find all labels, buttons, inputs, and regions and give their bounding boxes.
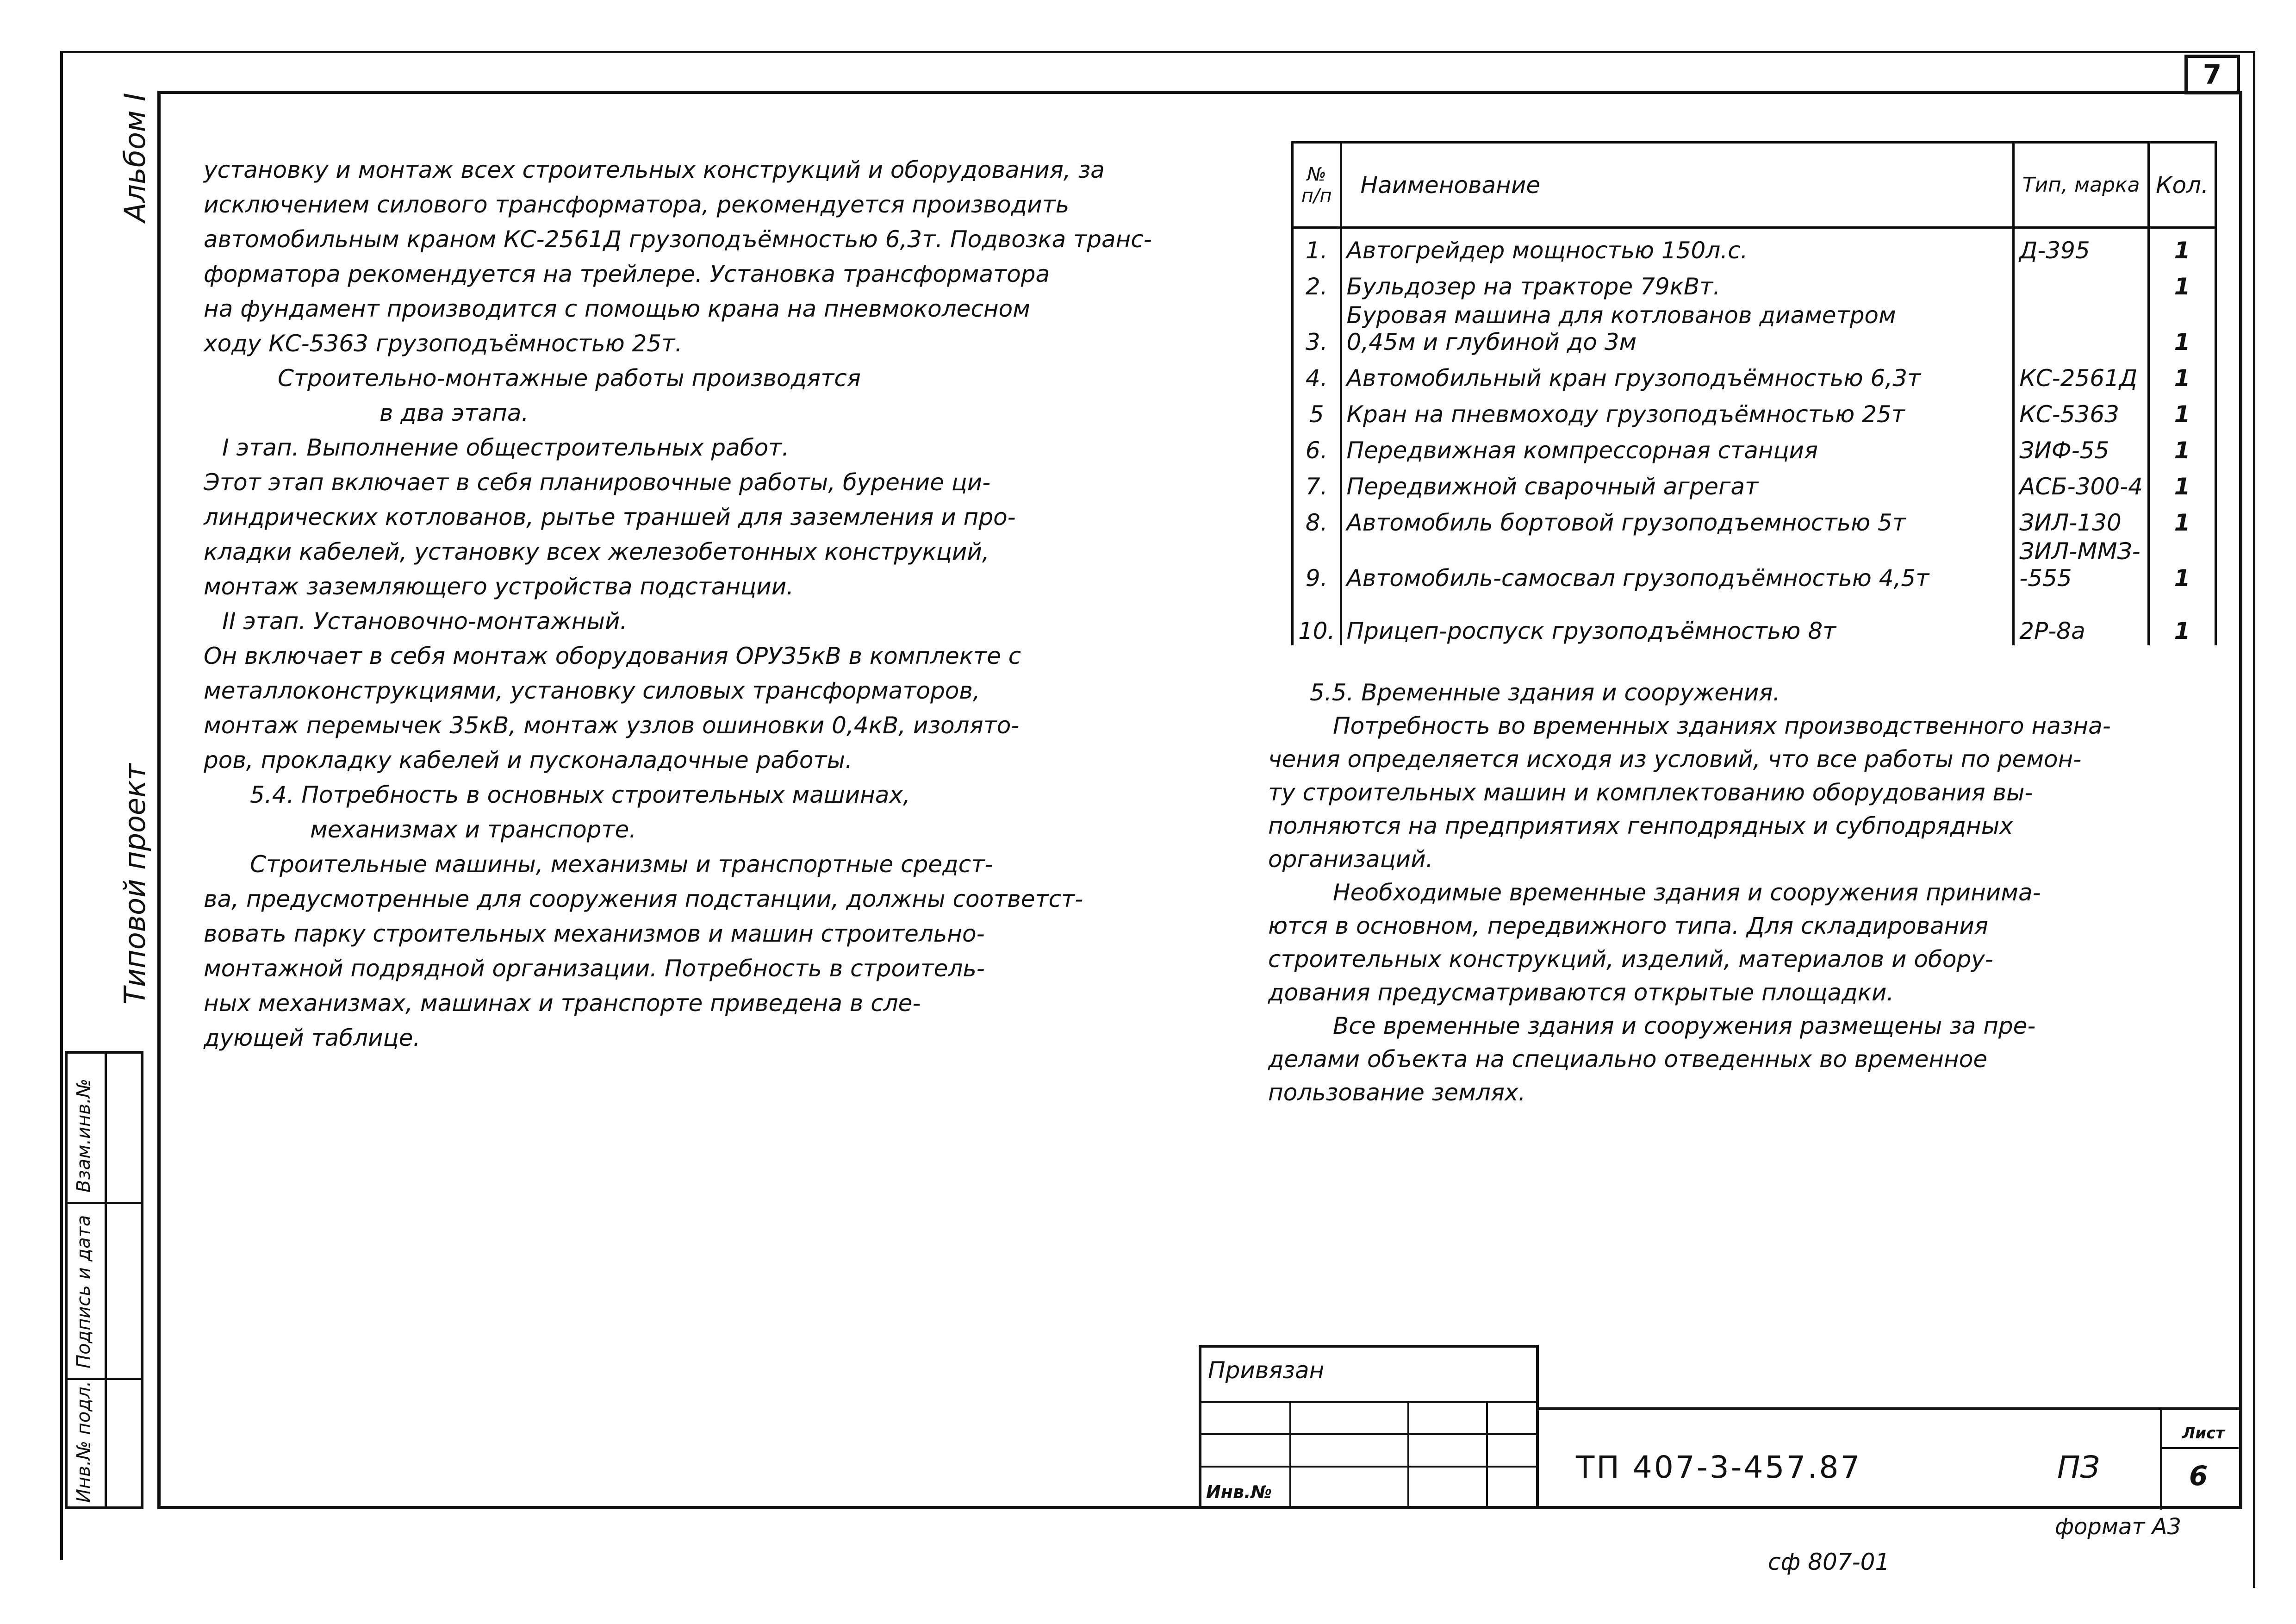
- header-number: № п/п: [1293, 143, 1341, 228]
- text-line: форматора рекомендуется на трейлере. Установка трансформатора: [204, 261, 1050, 287]
- row-name: [1341, 393, 2014, 429]
- text-line: Этот этап включает в себя планировочные работы, бурение ци-: [204, 469, 991, 496]
- text-line: ных механизмах, машинах и транспорте приведена в сле-: [204, 990, 921, 1017]
- row-qty: 1: [2149, 228, 2216, 265]
- attached-label: Привязан: [1208, 1357, 1325, 1384]
- table-row: [1293, 537, 2216, 593]
- table-row: [1293, 465, 2216, 501]
- text-line: дующей таблице.: [204, 1024, 421, 1051]
- row-type-line: ЗИЛ-ММЗ-: [2019, 538, 2140, 565]
- row-number: 10.: [1293, 593, 1341, 645]
- text-line: пользование землях.: [1268, 1079, 1526, 1106]
- row-type: [2014, 301, 2149, 356]
- approval-stamp: [65, 1051, 143, 1509]
- attached-box: [1199, 1345, 1539, 1509]
- row-type: [2014, 465, 2149, 501]
- row-number: 1.: [1293, 228, 1341, 265]
- text-line: исключением силового трансформатора, рекомендуется производить: [204, 191, 1070, 218]
- text-line: чения определяется исходя из условий, что все работы по ремон-: [1268, 746, 2082, 773]
- text-line: делами объекта на специально отведенных во временное: [1268, 1046, 1988, 1073]
- table-row: [1293, 393, 2216, 429]
- row-name-line: Автомобиль-самосвал грузоподъёмностью 4,5т: [1346, 565, 1929, 592]
- row-number: 2.: [1293, 265, 1341, 301]
- row-name-line: Прицеп-роспуск грузоподъёмностью 8т: [1346, 618, 1836, 644]
- text-line: Он включает в себя монтаж оборудования ОРУ35кВ в комплекте с: [204, 643, 1021, 669]
- text-line: Все временные здания и сооружения размещены за пре-: [1333, 1012, 2036, 1039]
- row-type-line: ЗИФ-55: [2019, 437, 2109, 464]
- row-number: 3.: [1293, 301, 1341, 356]
- row-qty: 1: [2149, 356, 2216, 393]
- row-name-line: Передвижная компрессорная станция: [1346, 437, 1818, 464]
- row-number: 6.: [1293, 429, 1341, 465]
- text-line: монтаж заземляющего устройства подстанции.: [204, 573, 794, 600]
- left-text-column: [204, 153, 1254, 1056]
- row-number: 8.: [1293, 501, 1341, 537]
- row-type: [2014, 265, 2149, 301]
- row-name-line: Бульдозер на тракторе 79кВт.: [1346, 273, 1721, 300]
- row-type-line: КС-2561Д: [2019, 365, 2138, 392]
- text-line: вовать парку строительных механизмов и машин строительно-: [204, 920, 985, 947]
- form-code: сф 807-01: [1768, 1549, 1890, 1575]
- section-heading: 5.5. Временные здания и сооружения.: [1310, 679, 1780, 706]
- text-line: организаций.: [1268, 846, 1433, 873]
- row-qty: 1: [2149, 501, 2216, 537]
- project-type-label: Типовой проект: [118, 763, 152, 1005]
- text-line: ются в основном, передвижного типа. Для складирования: [1268, 912, 1989, 939]
- outer-border-top: [60, 51, 2254, 53]
- header-name: Наименование: [1341, 143, 2014, 228]
- row-type: [2014, 429, 2149, 465]
- header-type: Тип, марка: [2014, 143, 2149, 228]
- row-type-line: Д-395: [2019, 237, 2090, 264]
- row-name: [1341, 301, 2014, 356]
- text-line: Необходимые временные здания и сооружения принима-: [1333, 879, 2041, 906]
- text-line: монтажной подрядной организации. Потребность в строитель-: [204, 955, 985, 982]
- equipment-table: [1291, 141, 2217, 645]
- text-line: I этап. Выполнение общестроительных работ.: [222, 434, 790, 461]
- outer-border-left: [60, 51, 63, 1560]
- table-row: [1293, 228, 2216, 265]
- text-line: дования предусматриваются открытые площадки.: [1268, 979, 1894, 1006]
- row-number: 7.: [1293, 465, 1341, 501]
- row-name-line: Передвижной сварочный агрегат: [1346, 473, 1759, 500]
- table-row: [1293, 356, 2216, 393]
- table-row: [1293, 593, 2216, 645]
- text-line: линдрических котлованов, рытье траншей для заземления и про-: [204, 504, 1016, 531]
- text-line: II этап. Установочно-монтажный.: [222, 608, 628, 635]
- text-line: Строительные машины, механизмы и транспортные средст-: [250, 851, 993, 878]
- text-line: ходу КС-5363 грузоподъёмностью 25т.: [204, 330, 683, 357]
- text-line: в два этапа.: [380, 400, 529, 426]
- row-name: [1341, 356, 2014, 393]
- sheet-value: 6: [2189, 1460, 2208, 1492]
- text-line: металлоконструкциями, установку силовых трансформаторов,: [204, 677, 980, 704]
- section-heading: 5.4. Потребность в основных строительных машинах,: [250, 781, 910, 808]
- row-name: [1341, 228, 2014, 265]
- text-line: ров, прокладку кабелей и пусконаладочные работы.: [204, 747, 852, 774]
- stamp-signature-date: Подпись и дата: [73, 1215, 94, 1368]
- text-line: автомобильным краном КС-2561Д грузоподъёмностью 6,3т. Подвозка транс-: [204, 226, 1152, 253]
- outer-border-right: [2253, 51, 2255, 1588]
- row-qty: 1: [2149, 301, 2216, 356]
- table-row: [1293, 265, 2216, 301]
- row-qty: 1: [2149, 265, 2216, 301]
- inv-number-label: Инв.№: [1206, 1482, 1272, 1502]
- right-text-column: [1268, 676, 2212, 1109]
- row-type: [2014, 593, 2149, 645]
- table-row: [1293, 429, 2216, 465]
- row-name-line: Автомобильный кран грузоподъёмностью 6,3т: [1346, 365, 1921, 392]
- row-qty: 1: [2149, 465, 2216, 501]
- document-code: ТП 407-3-457.87: [1576, 1449, 1862, 1485]
- stamp-replace-inv: Взам.инв.№: [73, 1078, 94, 1193]
- row-name: [1341, 465, 2014, 501]
- row-type-line: -555: [2019, 565, 2072, 592]
- row-type: [2014, 501, 2149, 537]
- row-qty: 1: [2149, 537, 2216, 593]
- text-line: монтаж перемычек 35кВ, монтаж узлов ошиновки 0,4кВ, изолято-: [204, 712, 1020, 739]
- text-line: установку и монтаж всех строительных конструкций и оборудования, за: [204, 156, 1105, 183]
- row-qty: 1: [2149, 429, 2216, 465]
- row-name-line: Автомобиль бортовой грузоподъемностью 5т: [1346, 509, 1906, 536]
- row-type-line: КС-5363: [2019, 401, 2119, 428]
- row-name-line: Автогрейдер мощностью 150л.с.: [1346, 237, 1748, 264]
- row-type: [2014, 537, 2149, 593]
- row-type: [2014, 356, 2149, 393]
- row-type-line: 2Р-8а: [2019, 618, 2085, 644]
- row-name-line: Кран на пневмоходу грузоподъёмностью 25т: [1346, 401, 1905, 428]
- text-line: Потребность во временных зданиях производственного назна-: [1333, 712, 2111, 739]
- section-heading: механизмах и транспорте.: [310, 816, 637, 843]
- row-name: [1341, 429, 2014, 465]
- row-name: [1341, 265, 2014, 301]
- album-label: Альбом I: [118, 93, 152, 222]
- row-number: 5: [1293, 393, 1341, 429]
- row-type-line: ЗИЛ-130: [2019, 509, 2122, 536]
- stamp-original-inv: Инв.№ подл.: [73, 1380, 94, 1503]
- text-line: на фундамент производится с помощью крана на пневмоколесном: [204, 295, 1030, 322]
- row-type-line: АСБ-300-4: [2019, 473, 2143, 500]
- table-row: [1293, 301, 2216, 356]
- row-qty: 1: [2149, 393, 2216, 429]
- text-line: ту строительных машин и комплектованию оборудования вы-: [1268, 779, 2033, 806]
- row-number: 4.: [1293, 356, 1341, 393]
- title-block: [1539, 1407, 2242, 1509]
- sheet-label: Лист: [2182, 1424, 2225, 1443]
- row-name-line: 0,45м и глубиной до 3м: [1346, 329, 1637, 356]
- text-line: Строительно-монтажные работы производятся: [278, 365, 861, 392]
- table-header-row: [1293, 143, 2216, 228]
- row-type: [2014, 228, 2149, 265]
- section-code: ПЗ: [2057, 1449, 2100, 1485]
- row-name-line: Буровая машина для котлованов диаметром: [1346, 302, 1896, 329]
- text-line: полняются на предприятиях генподрядных и субподрядных: [1268, 812, 2013, 839]
- format-label: формат А3: [2055, 1514, 2182, 1540]
- sheet-number: 7: [2184, 55, 2240, 94]
- table-row: [1293, 501, 2216, 537]
- row-type: [2014, 393, 2149, 429]
- row-name: [1341, 501, 2014, 537]
- text-line: ва, предусмотренные для сооружения подстанции, должны соответст-: [204, 886, 1083, 912]
- header-qty: Кол.: [2149, 143, 2216, 228]
- row-qty: 1: [2149, 593, 2216, 645]
- row-name: [1341, 537, 2014, 593]
- text-line: строительных конструкций, изделий, материалов и обору-: [1268, 946, 1993, 973]
- text-line: кладки кабелей, установку всех железобетонных конструкций,: [204, 538, 989, 565]
- row-name: [1341, 593, 2014, 645]
- row-number: 9.: [1293, 537, 1341, 593]
